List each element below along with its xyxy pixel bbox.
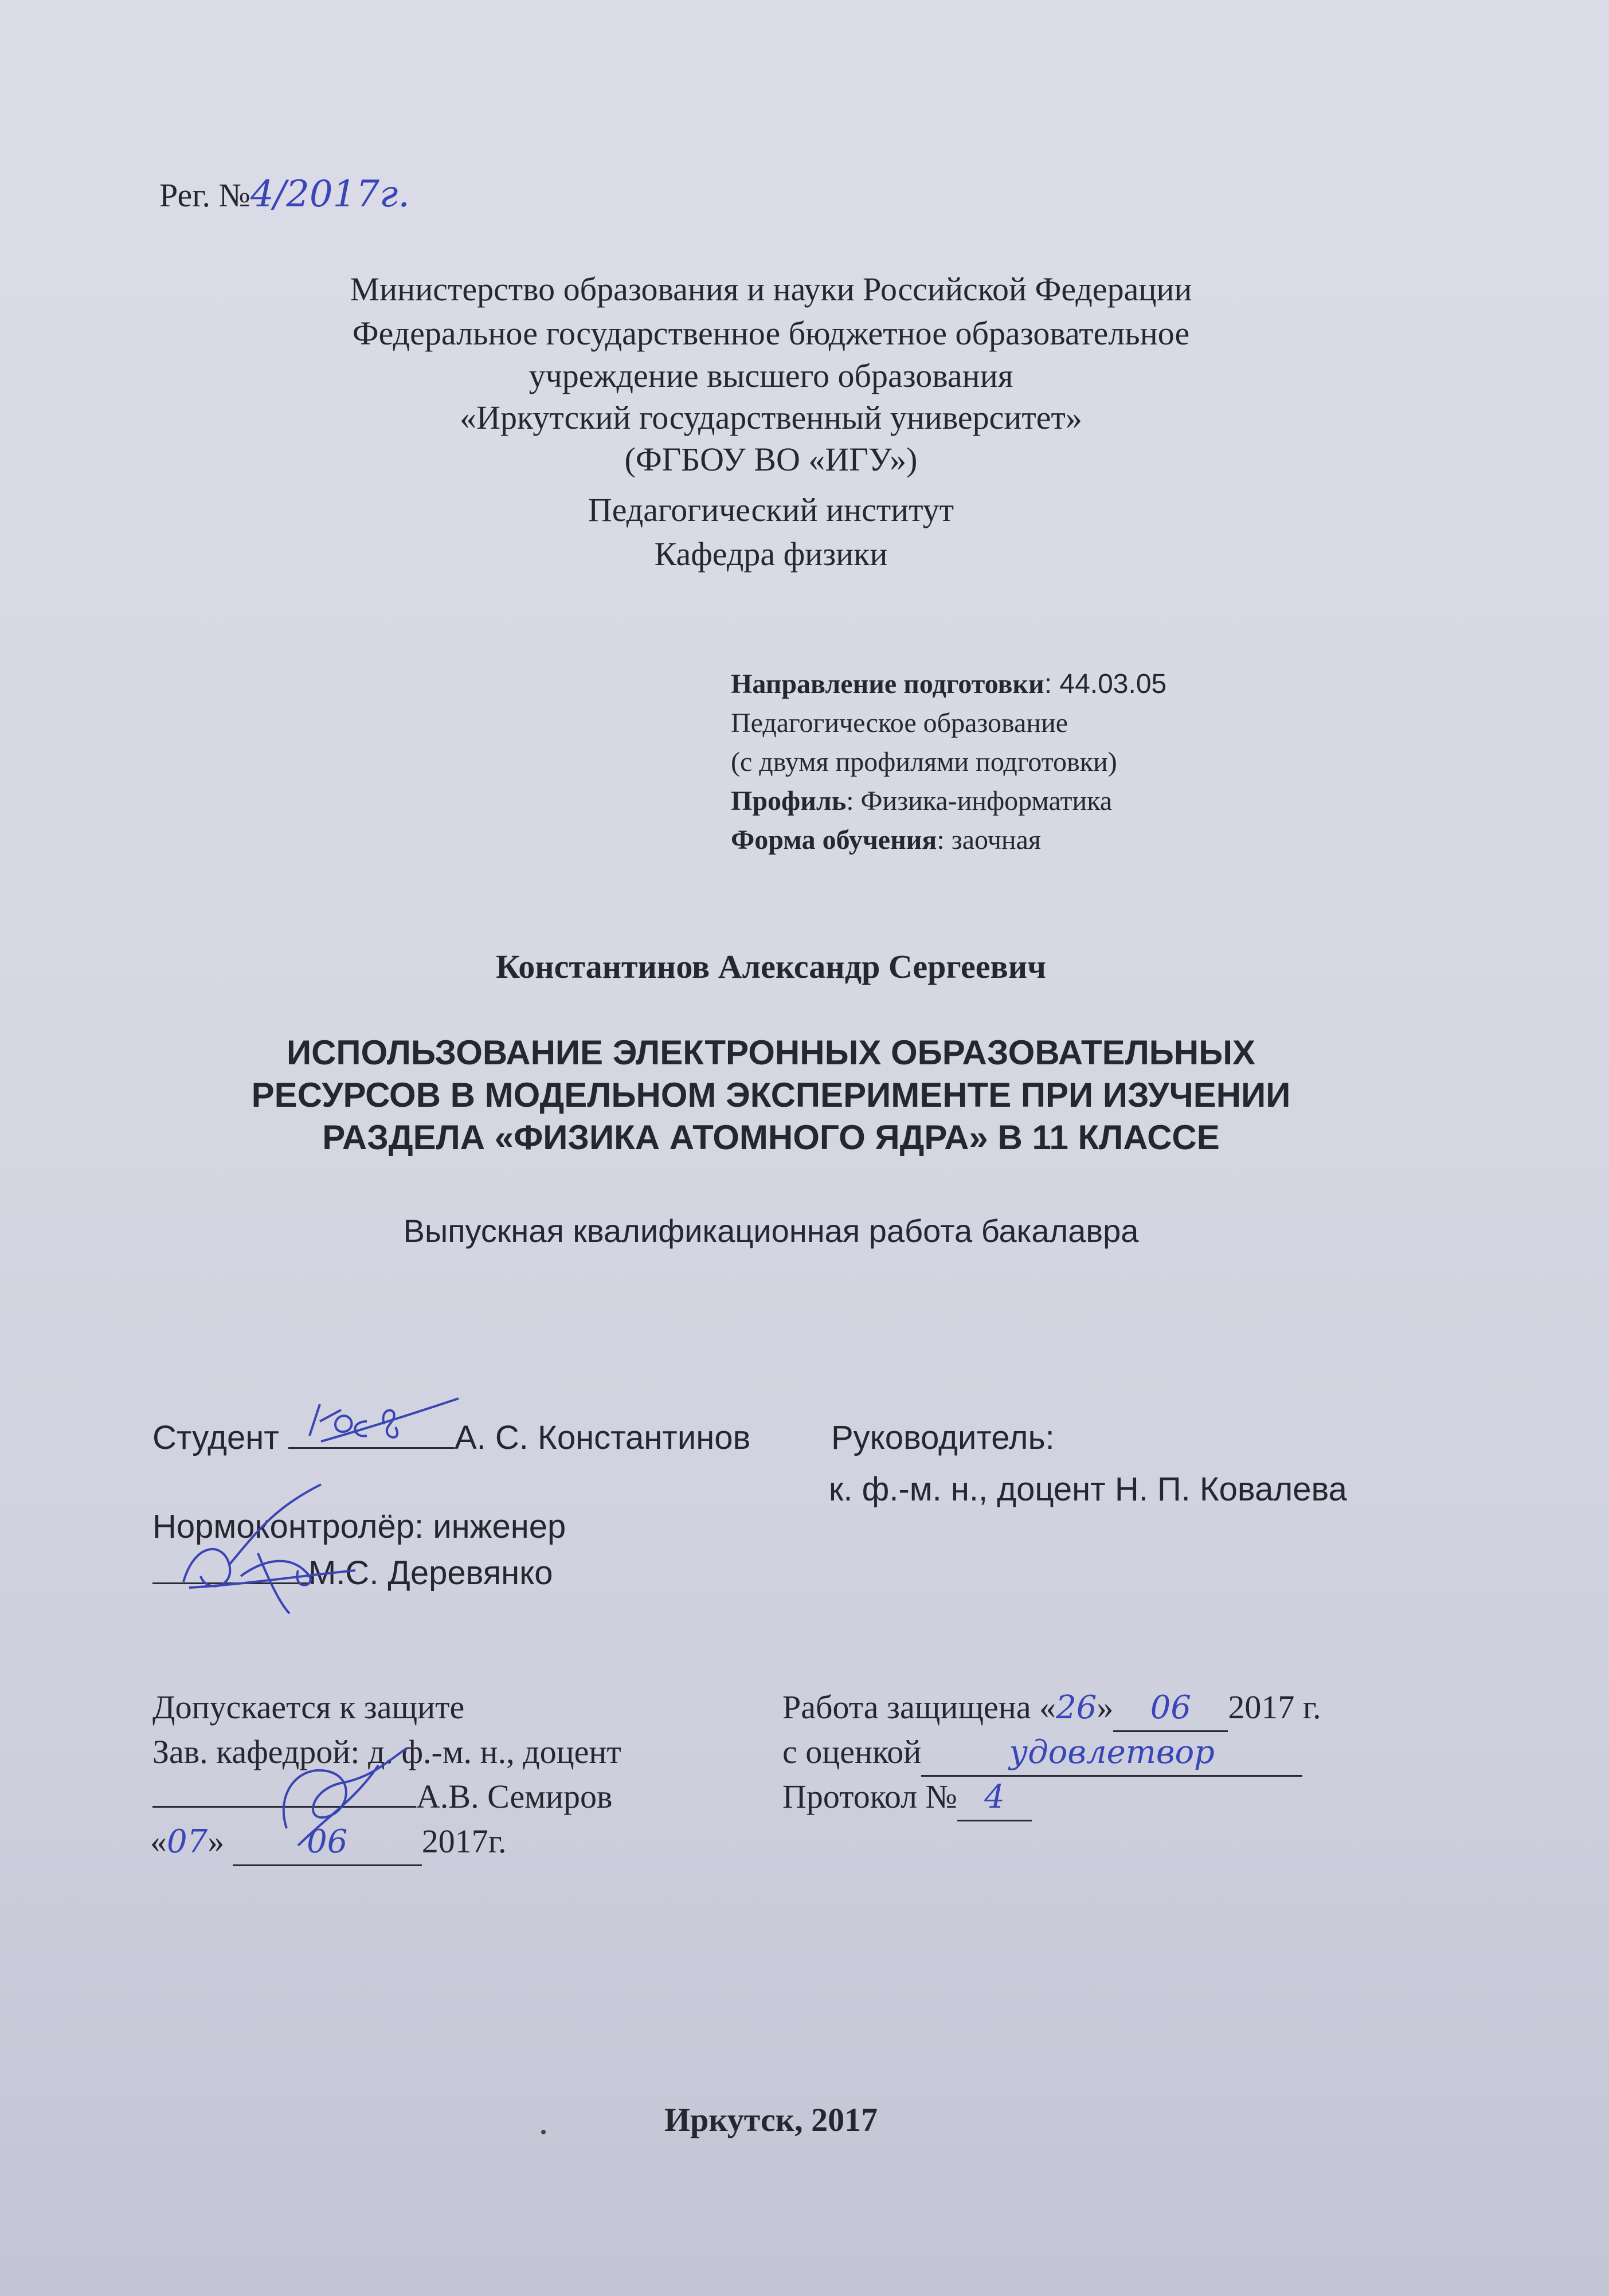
header-line-department: Кафедра физики: [654, 535, 888, 573]
profile-value: : Физика-информатика: [846, 786, 1113, 816]
thesis-title-line-2: РЕСУРСОВ В МОДЕЛЬНОМ ЭКСПЕРИМЕНТЕ ПРИ ИЗУЧЕНИИ: [251, 1076, 1291, 1114]
direction-label: Направление подготовки: [731, 669, 1044, 699]
defense-month: 06: [1150, 1689, 1191, 1726]
grade-line: [782, 1730, 1302, 1777]
protocol-label: Протокол №: [782, 1778, 957, 1815]
protocol-line: [782, 1774, 1032, 1821]
student-name: А. С. Константинов: [455, 1419, 751, 1456]
header-line-institution: учреждение высшего образования: [528, 357, 1013, 394]
author-name: Константинов Александр Сергеевич: [496, 948, 1046, 985]
header-line-ministry: Министерство образования и науки Российской Федерации: [350, 271, 1192, 308]
grade-label: с оценкой: [782, 1733, 922, 1770]
direction-value: : 44.03.05: [1044, 669, 1167, 699]
page-dot: [541, 2130, 546, 2134]
admission-year: 2017г.: [421, 1823, 507, 1860]
footer-city-year: Иркутск, 2017: [664, 2101, 878, 2138]
defense-year: 2017 г.: [1228, 1688, 1321, 1726]
thesis-title-line-1: ИСПОЛЬЗОВАНИЕ ЭЛЕКТРОННЫХ ОБРАЗОВАТЕЛЬНЫХ: [286, 1033, 1256, 1072]
defense-date-line: Работа защищена «26» 06 2017 г.: [782, 1685, 1321, 1732]
supervisor-label: Руководитель:: [831, 1419, 1055, 1456]
supervisor-name: к. ф.-м. н., доцент Н. П. Ковалева: [829, 1471, 1347, 1508]
header-line-federal: Федеральное государственное бюджетное образовательное: [352, 315, 1190, 352]
head-signature: [264, 1731, 424, 1857]
admission-line-2: Зав. кафедрой: д. ф.-м. н., доцент: [152, 1733, 621, 1770]
thesis-title-line-3: РАЗДЕЛА «ФИЗИКА АТОМНОГО ЯДРА» В 11 КЛАССЕ: [322, 1118, 1220, 1157]
grade-value: удовлетвор: [1009, 1734, 1215, 1771]
admission-line-1: Допускается к защите: [152, 1688, 465, 1726]
normcontrol-label: Нормоконтролёр: инженер: [152, 1508, 566, 1545]
student-signature: [287, 1381, 470, 1467]
admission-date-line: «07» 06 2017г.: [150, 1819, 507, 1866]
defense-day: 26: [1056, 1689, 1097, 1726]
normcontrol-name: М.С. Деревянко: [308, 1554, 553, 1592]
direction-line-2: Педагогическое образование: [731, 708, 1068, 738]
study-form-label: Форма обучения: [731, 825, 937, 855]
head-name: А.В. Семиров: [416, 1778, 613, 1815]
student-label: Студент: [152, 1419, 279, 1456]
header-line-abbreviation: (ФГБОУ ВО «ИГУ»): [624, 441, 918, 478]
work-type: Выпускная квалификационная работа бакалавра: [403, 1213, 1139, 1249]
profile-label: Профиль: [731, 786, 847, 816]
registration-number: Рег. №4/2017г.: [159, 173, 410, 216]
header-line-university: «Иркутский государственный университет»: [460, 399, 1082, 436]
direction-line-3: (с двумя профилями подготовки): [731, 747, 1117, 777]
study-details: [731, 665, 1166, 860]
header-line-institute: Педагогический институт: [588, 491, 954, 528]
admission-month: 06: [307, 1823, 348, 1860]
protocol-number: 4: [984, 1778, 1005, 1816]
handwritten-reg-number: 4/2017г.: [250, 173, 410, 216]
thesis-title: [0, 1032, 1542, 1159]
study-form-value: : заочная: [937, 825, 1041, 855]
admission-day: 07: [167, 1823, 208, 1860]
normcontrol-signature: [172, 1473, 361, 1622]
